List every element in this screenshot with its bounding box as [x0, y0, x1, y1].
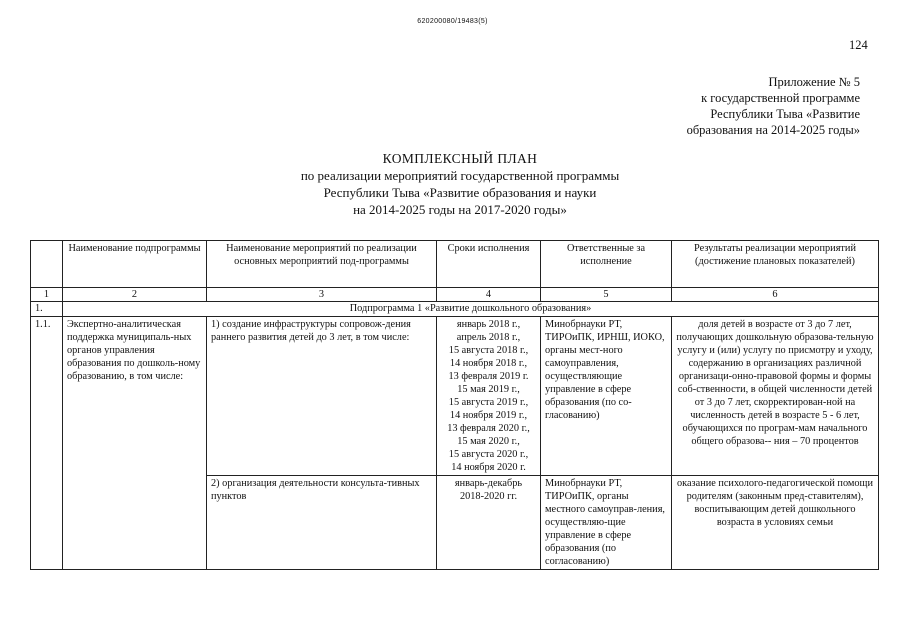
title-main: КОМПЛЕКСНЫЙ ПЛАН: [382, 151, 538, 166]
plan-table: [30, 240, 879, 570]
row-subprogram-name: Экспертно-аналитическая поддержка муниципаль-ных органов управления образования по дошколь-ному образованию, в том числе:: [63, 317, 207, 570]
annex-line: Приложение № 5: [768, 75, 860, 89]
annex-line: образования на 2014-2025 годы»: [686, 123, 860, 137]
page-number: 124: [849, 38, 868, 52]
result-text: оказание психолого-педагогической помощи родителям (законным пред-ставителям), воспитывающим детей дошкольного возраста в условиях семьи: [672, 476, 879, 570]
activity-text: 2) организация деятельности консульта-тивных пунктов: [207, 476, 437, 570]
annex-note: [600, 74, 860, 138]
column-number-row: [31, 288, 879, 302]
deadline-item: январь-декабрь: [454, 478, 523, 489]
deadline-item: январь 2018 г.,: [456, 319, 521, 330]
column-number: 1: [31, 288, 63, 302]
header-cell-activity: Наименование мероприятий по реализации основных мероприятий под-программы: [207, 241, 437, 288]
header-cell-results: Результаты реализации мероприятий (достижение плановых показателей): [672, 241, 879, 288]
responsible-text: Минобрнауки РТ, ТИРОиПК, органы местного самоуправ-ления, осуществляю-щие управление в сфере образования (по согласованию): [541, 476, 672, 570]
deadline-item: 14 ноября 2019 г.,: [449, 410, 528, 421]
deadline-item: апрель 2018 г.,: [456, 332, 521, 343]
deadline-item: 13 февраля 2020 г.,: [447, 423, 530, 434]
subprogram-row: [31, 302, 879, 317]
deadline-item: 15 августа 2019 г.,: [448, 397, 529, 408]
title-line: на 2014-2025 годы на 2017-2020 годы»: [353, 202, 567, 217]
title-line: по реализации мероприятий государственной программы: [300, 168, 620, 183]
column-number: 5: [541, 288, 672, 302]
deadline-item: 14 ноября 2020 г.: [451, 462, 526, 473]
column-number: 4: [437, 288, 541, 302]
deadline-item: 13 февраля 2019 г.: [448, 371, 529, 382]
deadline-list: [437, 476, 541, 570]
table-row: [31, 317, 879, 476]
deadline-item: 15 августа 2020 г.,: [448, 449, 529, 460]
document-code: 620200080/19483(5): [417, 18, 488, 25]
deadline-item: 14 ноября 2018 г.,: [449, 358, 528, 369]
column-number: 3: [207, 288, 437, 302]
deadline-item: 15 мая 2019 г.,: [457, 384, 520, 395]
title-line: Республики Тыва «Развитие образования и науки: [323, 185, 597, 200]
annex-line: Республики Тыва «Развитие: [710, 107, 860, 121]
header-cell-number: [31, 241, 63, 288]
subprogram-title: Подпрограмма 1 «Развитие дошкольного образования»: [63, 302, 879, 317]
header-cell-responsible: Ответственные за исполнение: [541, 241, 672, 288]
row-number: 1.1.: [31, 317, 63, 570]
column-number: 2: [63, 288, 207, 302]
responsible-text: Минобрнауки РТ, ТИРОиПК, ИРНШ, ИОКО, органы мест-ного самоуправления, осуществляющие управление в сфере образования (по со-гласованию): [541, 317, 672, 476]
deadline-item: 15 мая 2020 г.,: [457, 436, 520, 447]
document-title: [130, 150, 790, 218]
deadline-item: 15 августа 2018 г.,: [448, 345, 529, 356]
annex-line: к государственной программе: [701, 91, 860, 105]
result-text: доля детей в возрасте от 3 до 7 лет, получающих дошкольную образова-тельную услугу и (или) услугу по присмотру и уходу, содержанию в организациях различной организаци-онно-правовой формы и формы соб-ственности, в общей численности детей от 3 до 7 лет, скорректирован-ной на численность детей в возрасте 5 - 6 лет, обучающихся по програм-мам начального общего образова-- ния – 70 процентов: [672, 317, 879, 476]
header-cell-subprogram: Наименование подпрограммы: [63, 241, 207, 288]
deadline-item: 2018-2020 гг.: [459, 491, 518, 502]
column-number: 6: [672, 288, 879, 302]
activity-text: 1) создание инфраструктуры сопровож-дения раннего развития детей до 3 лет, в том числе:: [207, 317, 437, 476]
header-cell-deadlines: Сроки исполнения: [437, 241, 541, 288]
deadline-list: [437, 317, 541, 476]
table-header-row: [31, 241, 879, 288]
subprogram-number: 1.: [31, 302, 63, 317]
